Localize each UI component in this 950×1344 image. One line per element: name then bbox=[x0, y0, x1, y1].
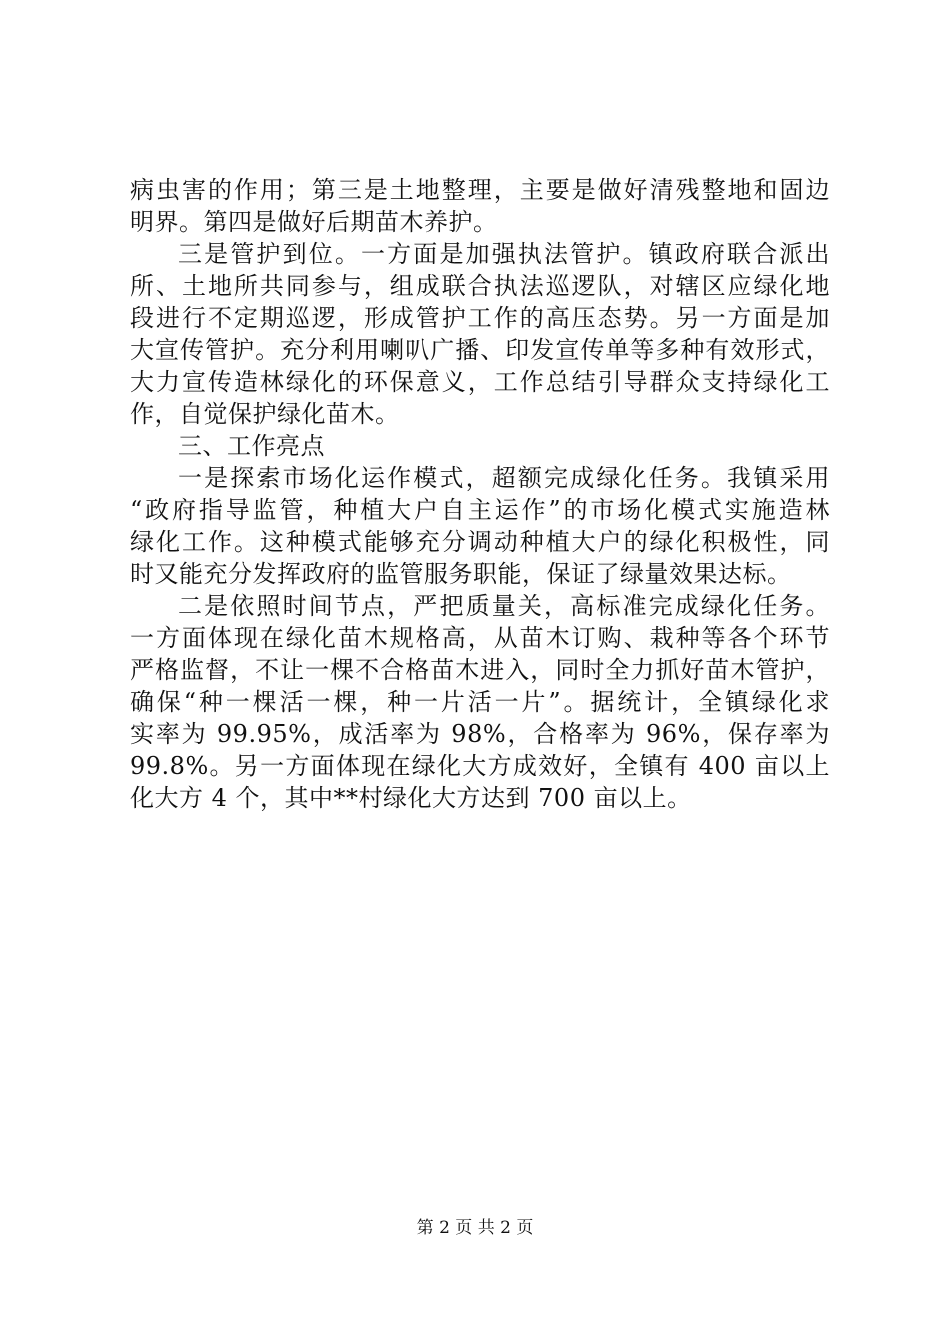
page-number-footer: 第 2 页 共 2 页 bbox=[416, 1218, 534, 1238]
text-line: 绿化工作。这种模式能够充分调动种植大户的绿化积极性，同 bbox=[130, 528, 830, 556]
text-line: 病虫害的作用；第三是土地整理，主要是做好清残整地和固边 bbox=[130, 176, 830, 204]
section-heading: 三、工作亮点 bbox=[178, 432, 325, 460]
text-line: 99.8%。另一方面体现在绿化大方成效好，全镇有 400 亩以上 bbox=[130, 752, 830, 780]
text-line: 明界。第四是做好后期苗木养护。 bbox=[130, 208, 498, 236]
text-line: 作，自觉保护绿化苗木。 bbox=[130, 400, 400, 428]
text-line: 段进行不定期巡逻，形成管护工作的高压态势。另一方面是加 bbox=[130, 304, 830, 332]
paragraph-start-line: 一是探索市场化运作模式，超额完成绿化任务。我镇采用 bbox=[178, 464, 830, 492]
text-line: 大力宣传造林绿化的环保意义，工作总结引导群众支持绿化工 bbox=[130, 368, 830, 396]
text-line: 确保“种一棵活一棵，种一片活一片”。据统计，全镇绿化求 bbox=[130, 688, 830, 716]
paragraph-start-line: 二是依照时间节点，严把质量关，高标准完成绿化任务。 bbox=[178, 592, 830, 620]
text-line: “政府指导监管，种植大户自主运作”的市场化模式实施造林 bbox=[130, 496, 830, 524]
text-line: 实率为 99.95%，成活率为 98%，合格率为 96%，保存率为 bbox=[130, 720, 830, 748]
text-line: 时又能充分发挥政府的监管服务职能，保证了绿量效果达标。 bbox=[130, 560, 792, 588]
text-line: 化大方 4 个，其中**村绿化大方达到 700 亩以上。 bbox=[130, 784, 692, 812]
text-line: 所、土地所共同参与，组成联合执法巡逻队，对辖区应绿化地 bbox=[130, 272, 830, 300]
document-body bbox=[130, 174, 830, 814]
paragraph-start-line: 三是管护到位。一方面是加强执法管护。镇政府联合派出 bbox=[178, 240, 830, 268]
text-line: 大宣传管护。充分利用喇叭广播、印发宣传单等多种有效形式， bbox=[130, 336, 830, 364]
text-line: 一方面体现在绿化苗木规格高，从苗木订购、栽种等各个环节 bbox=[130, 624, 830, 652]
text-line: 严格监督，不让一棵不合格苗木进入，同时全力抓好苗木管护， bbox=[130, 656, 830, 684]
